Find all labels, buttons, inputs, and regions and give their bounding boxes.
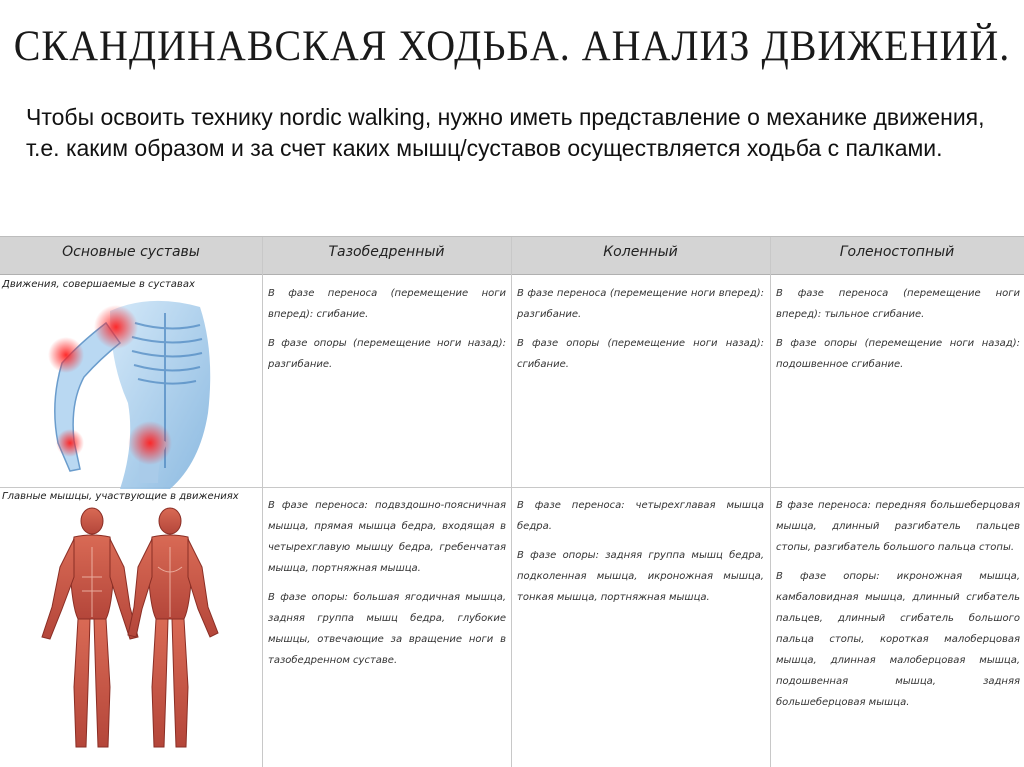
column-divider bbox=[770, 237, 771, 767]
row-label: Главные мышцы, участвующие в движениях bbox=[2, 491, 239, 502]
cell-paragraph: В фазе опоры: задняя группа мышц бедра, подколенная мышца, икроножная мышца, тонкая мышца, портняжная мышца. bbox=[517, 550, 764, 603]
cell-paragraph: В фазе переноса (перемещение ноги вперед): разгибание. bbox=[517, 288, 764, 320]
cell-knee-movements bbox=[517, 283, 764, 383]
cell-paragraph: В фазе переноса (перемещение ноги вперед): сгибание. bbox=[268, 288, 506, 320]
cell-paragraph: В фазе опоры: икроножная мышца, камбаловидная мышца, длинный сгибатель пальцев, длинный сгибатель большого пальца стопы, короткая малоберцовая мышца, длинная малоберцовая мышца, подошвенная мышца, задняя большеберцовая мышца. bbox=[776, 571, 1020, 708]
column-divider bbox=[511, 237, 512, 767]
cell-paragraph: В фазе переноса: подвздошно-поясничная мышца, прямая мышца бедра, входящая в четырехглавую мышцу бедра, гребенчатая мышца, портняжная мышца. bbox=[268, 500, 506, 574]
muscle-anatomy-image bbox=[30, 507, 230, 767]
header-cell: Голеностопный bbox=[839, 244, 955, 260]
cell-paragraph: В фазе переноса: четырехглавая мышца бедра. bbox=[517, 500, 764, 532]
cell-ankle-movements bbox=[776, 283, 1020, 383]
cell-paragraph: В фазе опоры (перемещение ноги назад): подошвенное сгибание. bbox=[776, 338, 1020, 370]
row-label: Движения, совершаемые в суставах bbox=[2, 279, 195, 290]
cell-paragraph: В фазе опоры: большая ягодичная мышца, задняя группа мышц бедра, глубокие мышцы, отвечающие за вращение ноги в тазобедренном суставе. bbox=[268, 592, 506, 666]
cell-paragraph: В фазе переноса: передняя большеберцовая мышца, длинный разгибатель пальцев стопы, разгибатель большого пальца стопы. bbox=[776, 500, 1020, 553]
joints-table bbox=[0, 236, 1024, 767]
cell-hip-muscles bbox=[268, 495, 506, 679]
cell-paragraph: В фазе переноса (перемещение ноги вперед): тыльное сгибание. bbox=[776, 288, 1020, 320]
intro-paragraph: Чтобы освоить технику nordic walking, нужно иметь представление о механике движения, т.е. каким образом и за счет каких мышц/суставов осуществляется ходьба с палками. bbox=[26, 104, 985, 161]
cell-knee-muscles bbox=[517, 495, 764, 616]
cell-ankle-muscles bbox=[776, 495, 1020, 721]
slide-title: СКАНДИНАВСКАЯ ХОДЬБА. АНАЛИЗ ДВИЖЕНИЙ. bbox=[13, 21, 1011, 70]
header-cell: Основные суставы bbox=[62, 244, 200, 260]
cell-paragraph: В фазе опоры (перемещение ноги назад): сгибание. bbox=[517, 338, 764, 370]
header-cell: Коленный bbox=[603, 244, 678, 260]
column-divider bbox=[262, 237, 263, 767]
table-header-row bbox=[0, 237, 1024, 275]
cell-paragraph: В фазе опоры (перемещение ноги назад): разгибание. bbox=[268, 338, 506, 370]
header-cell: Тазобедренный bbox=[328, 244, 445, 260]
skeleton-joints-image bbox=[40, 293, 240, 489]
cell-hip-movements bbox=[268, 283, 506, 383]
